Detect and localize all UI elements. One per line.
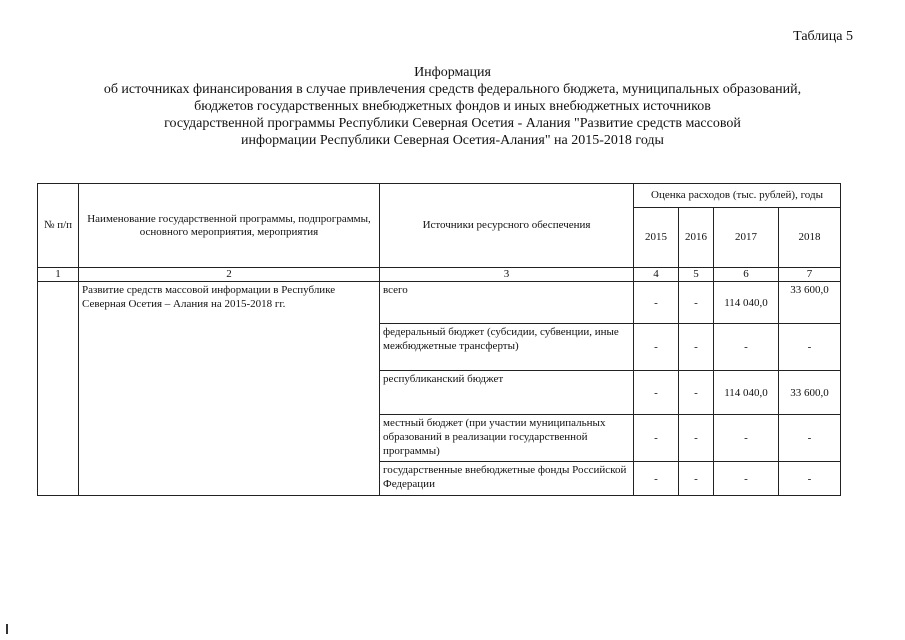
source-cell: местный бюджет (при участии муниципальных образований в реализации государственной программы) xyxy=(380,415,634,462)
col-number: 4 xyxy=(634,268,679,282)
value-cell: 114 040,0 xyxy=(714,371,779,415)
col-number: 3 xyxy=(380,268,634,282)
value-cell: - xyxy=(679,415,714,462)
value-cell: 33 600,0 xyxy=(779,282,841,324)
header-year-2016: 2016 xyxy=(679,208,714,268)
value-cell: - xyxy=(634,324,679,371)
header-no: № п/п xyxy=(38,184,79,268)
col-number: 2 xyxy=(79,268,380,282)
title-line: бюджетов государственных внебюджетных фондов и иных внебюджетных источников xyxy=(194,99,711,114)
value-cell: - xyxy=(679,282,714,324)
col-number: 7 xyxy=(779,268,841,282)
header-year-2017: 2017 xyxy=(714,208,779,268)
title-line: Информация xyxy=(414,65,491,80)
value-cell: - xyxy=(679,371,714,415)
value-cell: - xyxy=(634,415,679,462)
title-line: государственной программы Республики Северная Осетия - Алания "Развитие средств массовой xyxy=(164,116,741,131)
table-row xyxy=(38,282,841,324)
value-cell: - xyxy=(779,462,841,496)
title-line: информации Республики Северная Осетия-Алания" на 2015-2018 годы xyxy=(241,133,664,148)
header-year-2015: 2015 xyxy=(634,208,679,268)
program-name-cell: Развитие средств массовой информации в Республике Северная Осетия – Алания на 2015-2018 гг. xyxy=(79,282,380,496)
table-label: Таблица 5 xyxy=(793,29,853,44)
header-sources: Источники ресурсного обеспечения xyxy=(380,184,634,268)
value-cell: - xyxy=(634,462,679,496)
value-cell: - xyxy=(634,371,679,415)
value-cell: - xyxy=(714,324,779,371)
header-program-name: Наименование государственной программы, подпрограммы, основного мероприятия, мероприятия xyxy=(79,184,380,268)
col-number: 6 xyxy=(714,268,779,282)
title-line: об источниках финансирования в случае привлечения средств федерального бюджета, муниципальных образований, xyxy=(103,82,802,97)
value-cell: - xyxy=(634,282,679,324)
source-cell: государственные внебюджетные фонды Российской Федерации xyxy=(380,462,634,496)
col-number: 5 xyxy=(679,268,714,282)
header-estimate: Оценка расходов (тыс. рублей), годы xyxy=(634,184,841,208)
value-cell: 33 600,0 xyxy=(779,371,841,415)
value-cell: - xyxy=(779,415,841,462)
value-cell: - xyxy=(679,324,714,371)
value-cell: - xyxy=(679,462,714,496)
document-title xyxy=(0,64,905,149)
value-cell: - xyxy=(779,324,841,371)
scan-mark xyxy=(6,624,8,634)
row-number-cell xyxy=(38,282,79,496)
col-number: 1 xyxy=(38,268,79,282)
source-cell: всего xyxy=(380,282,634,324)
value-cell: - xyxy=(714,462,779,496)
financing-table xyxy=(37,183,841,496)
value-cell: - xyxy=(714,415,779,462)
source-cell: республиканский бюджет xyxy=(380,371,634,415)
value-cell: 114 040,0 xyxy=(714,282,779,324)
header-year-2018: 2018 xyxy=(779,208,841,268)
source-cell: федеральный бюджет (субсидии, субвенции, иные межбюджетные трансферты) xyxy=(380,324,634,371)
